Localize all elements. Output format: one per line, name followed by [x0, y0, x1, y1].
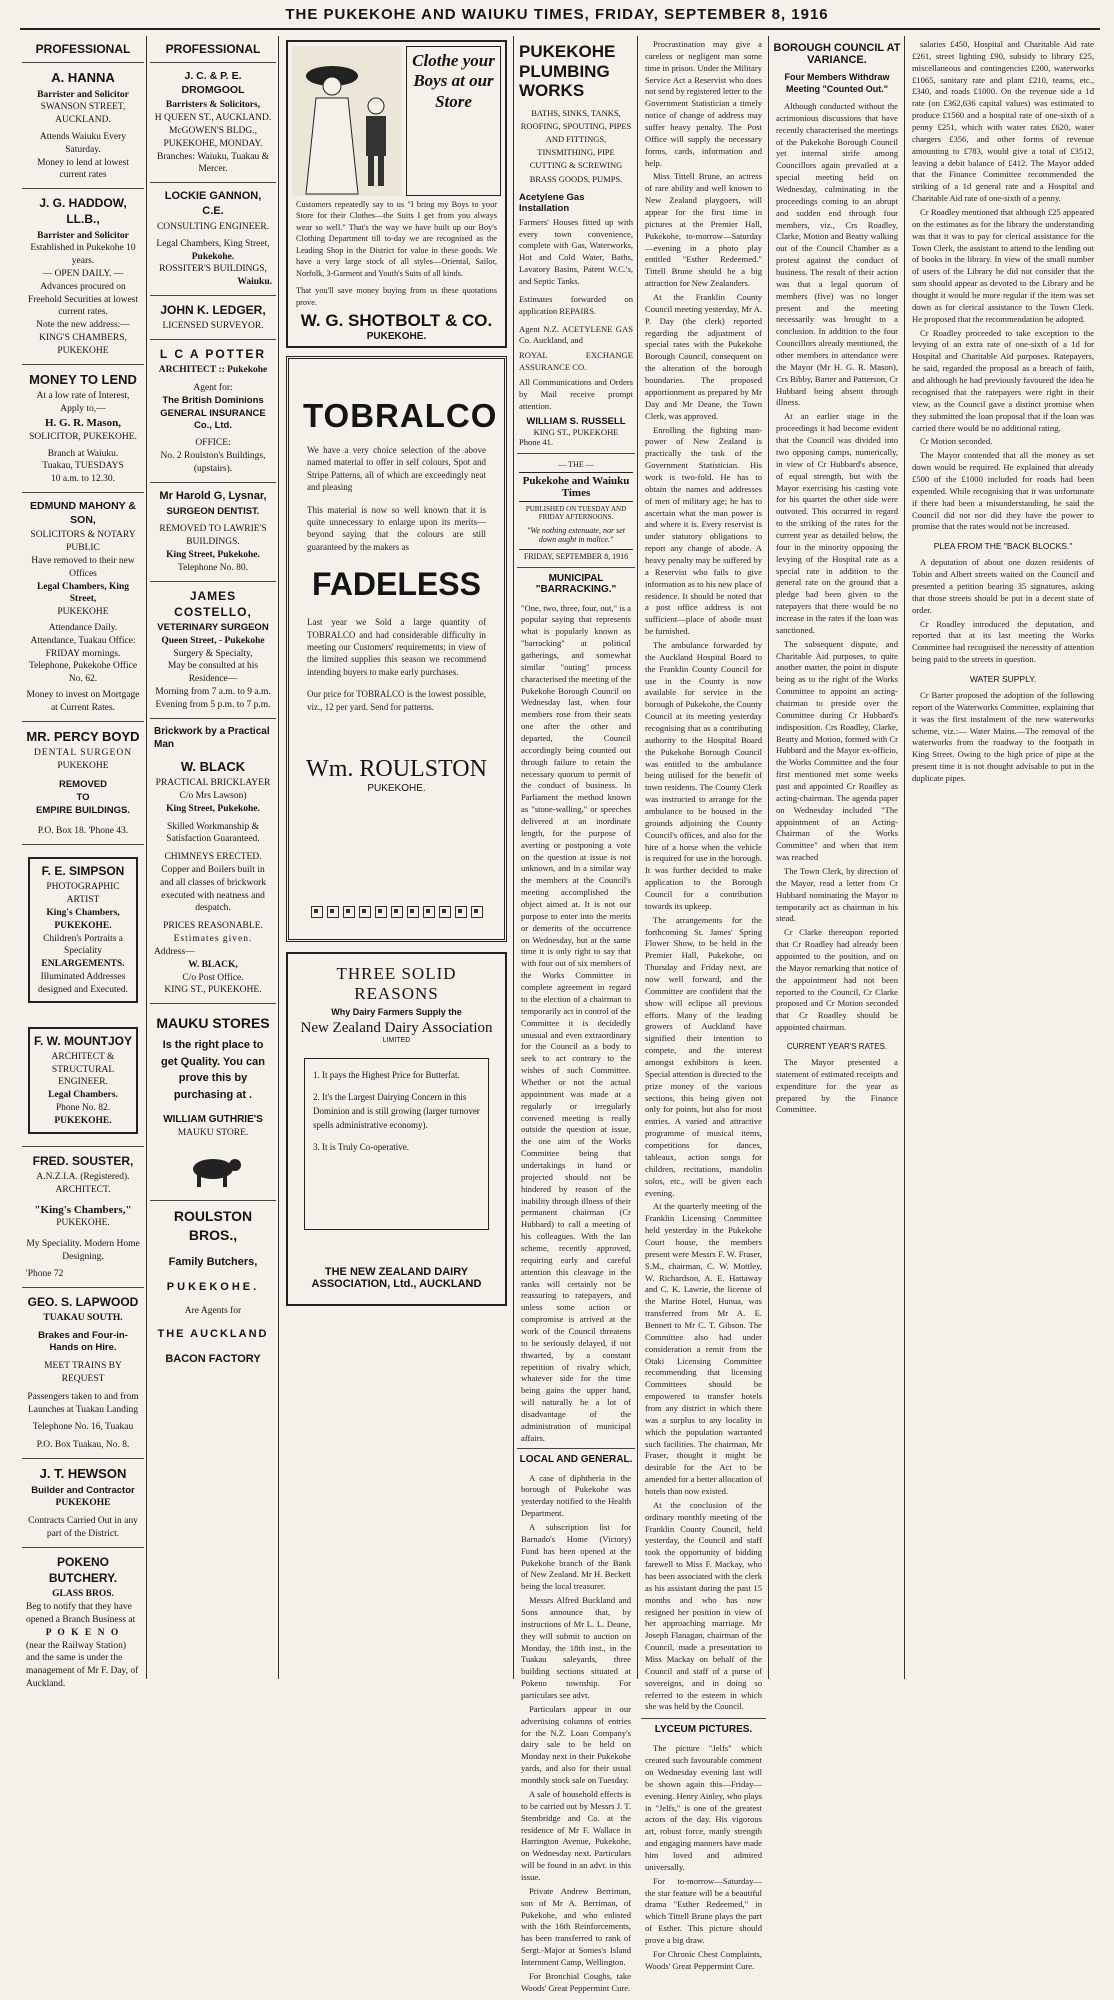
ad-line: Address—: [154, 946, 195, 957]
ad-name: J. T. HEWSON: [39, 1466, 127, 1482]
column-professional-1: [22, 36, 144, 1689]
ad-body: ROYAL EXCHANGE ASSURANCE CO.: [519, 350, 633, 373]
ad-line: H. G. R. Mason,: [44, 416, 122, 429]
ad-name: GEO. S. LAPWOOD: [27, 1294, 139, 1309]
ad-name: F. W. MOUNTJOY: [34, 1033, 133, 1048]
ad-plumbing: [517, 36, 635, 454]
ad-line: TUAKAU SOUTH.: [43, 1312, 123, 1323]
ad-name: FRED. SOUSTER,: [32, 1153, 134, 1168]
article-paragraph: For Bronchial Coughs, take Woods' Great Peppermint Cure.: [521, 1970, 631, 1993]
article-paragraph: At an earlier stage in the proceedings it had become evident that the Council was divided into two opposing camps, numerically, in view of Cr Hubbard's absence, of equal strength, but with the Mayor exercising his casting vote for his quartet the other side were outvoted. This occurred in regard to the striking of the rates for the current year as detailed below, the four in the minority opposing the levying of the Hospital rate as a special rate in addition to the general rate on the ground that a pledge had been given to the ratepayers that there would be no increase in the rates if the loan was sanctioned.: [776, 411, 898, 635]
ad-line: THE AUCKLAND: [157, 1328, 269, 1341]
ad-name: J. C. & P. E. DROMGOOL: [181, 70, 245, 97]
ad-line: No. 2 Roulston's Buildings, (upstairs).: [160, 451, 266, 474]
ad-line: PUKEKOHE: [55, 1498, 111, 1509]
ad-line: ARCHITECT & STRUCTURAL ENGINEER.: [51, 1051, 115, 1088]
article-paragraph: Cr Roadley introduced the deputation, and reported that at its last meeting the Works Committee had recognised the necessity of attention being paid to the streets in question.: [912, 618, 1094, 665]
ad-line: Money to lend at lowest current rates: [37, 157, 129, 181]
ad-body: Farmers' Houses fitted up with every town convenience, complete with Gas, Waterworks, Hot and Cold Water, Baths, Lavatory Basins, Patent W.C.'s, and Septic Tanks.: [519, 216, 633, 286]
ad-name: TOBRALCO: [303, 396, 498, 434]
ad-line: H QUEEN ST., AUCKLAND.: [154, 113, 272, 124]
column-news-2: [641, 36, 766, 1971]
column-divider: [513, 36, 514, 1679]
ad-line: At a low rate of Interest,: [36, 391, 130, 402]
ad-pokeno: [22, 1548, 144, 1697]
ad-hewson: [22, 1459, 144, 1548]
ad-line: Money to invest on Mortgage at Current Rates.: [26, 690, 140, 713]
ad-name: POKENO BUTCHERY.: [48, 1554, 118, 1586]
ad-mountjoy: [22, 1015, 144, 1147]
flag-published: PUBLISHED ON TUESDAY AND FRIDAY AFTERNOONS.: [525, 504, 627, 521]
article-paragraph: A subscription list for Barnado's Home (Victory) Fund has been opened at the Pukekohe branch of the Bank of New Zealand. Mr H. Beckett being the local treasurer.: [521, 1522, 631, 1592]
ad-line: LIMITED: [382, 1036, 411, 1044]
article-title: MUNICIPAL "BARRACKING.": [535, 572, 617, 595]
ad-line: KING ST., PUKEKOHE: [533, 426, 619, 437]
ad-line: Attendance, Tuakau Office: FRIDAY mornings. Telephone, Pukekohe Office No. 62.: [28, 635, 138, 685]
ornament-row: [289, 905, 504, 923]
ad-line: Note the new address:—: [36, 320, 130, 331]
article-subheading: PLEA FROM THE "BACK BLOCKS.": [933, 541, 1073, 552]
article-paragraph: The ambulance forwarded by the Auckland Hospital Board to the Franklin County Council for use in the County is now available for service in the borough of Pukekohe, the County Council at its meeting yesterday recognising that as a contributing authority to the Hospital Board the Pukekohe Borough Council was entitled to the ambulance being utilised for the benefit of town residents. The County Clerk was instructed to arrange for the ambulance to be housed in the grounds adjoining the County Council's offices, and also for the hire of a horse when the vehicle is required for use in the borough. It was further decided to make application to the Borough Council for a contribution towards its upkeep.: [645, 639, 762, 911]
ad-line: OFFICE:: [195, 438, 231, 449]
ornament-icon: [327, 906, 339, 918]
newspaper-flag: [517, 454, 635, 568]
ad-line: Legal Chambers, King Street,: [156, 238, 270, 249]
ad-name: LOCKIE GANNON, C.E.: [164, 190, 262, 218]
ad-line: King Street, Pukekohe.: [166, 549, 260, 560]
ad-line: My Speciality. Modern Home Designing.: [26, 1239, 140, 1262]
ad-box: [28, 1027, 138, 1134]
ad-name: JAMES COSTELLO,: [174, 588, 252, 619]
ad-line: KING'S CHAMBERS, PUKEKOHE: [39, 333, 127, 356]
ad-line: Telephone No. 16, Tuakau: [32, 1422, 134, 1433]
ad-tobralco: [286, 356, 507, 942]
ad-line: SWANSON STREET, AUCKLAND.: [40, 102, 126, 126]
article-paragraph: Messrs Alfred Buckland and Sons announce that, by instructions of Mr L. L. Deane, they will submit to auction on Monday, the 18th inst., in the Tuakau saleyards, three building sections situated at Pokeno township. For particulars see advt.: [521, 1595, 631, 1701]
ad-name: J. G. HADDOW, LL.B.,: [39, 196, 127, 227]
ad-line: CONSULTING ENGINEER.: [156, 221, 270, 232]
ad-line: PUKEKOHE.: [166, 1280, 260, 1293]
flag-motto: "We nothing extenuate, nor set down aught in malice.": [527, 525, 625, 544]
ad-body: Estimates forwarded on application REPAIRS.: [519, 293, 633, 316]
ad-line: C/o Post Office.: [182, 972, 244, 983]
column-divider: [637, 36, 638, 1679]
ad-costello: [150, 582, 276, 719]
ad-line: TO: [76, 791, 90, 803]
ad-lapwood: [22, 1288, 144, 1460]
ad-line: P.O. Box 18. 'Phone 43.: [37, 826, 129, 837]
ad-line: 10 a.m. to 12.30.: [50, 474, 116, 485]
flag-date: FRIDAY, SEPTEMBER 8, 1916: [519, 549, 633, 561]
column-news-3: [772, 36, 902, 1679]
article-paragraph: At the quarterly meeting of the Franklin Licensing Committee held yesterday in the Pukekohe Court house, the members present were Messrs F. W. Fraser, S.M., chairman, C. W. Mottley, W. Richardson, A. E. Hattaway and C. K. Lawrie, the license of the Marine Hotel, Hunua, was transferred from Mr A. E. Bennett to Mr C. T. Gibson. The Committee also had under consideration a remit from the Otaki Licensing Committee recommending that licensing Committees should be empowered to transfer hotels from any district in which there was a surplus to any locality in which the population warranted such facilities. The chairman, Mr Fraser, thought it might be desirable for the Act to be amended for a better allocation of hotels than now existed.: [645, 1201, 762, 1496]
reason-item: 2. It's the Largest Dairying Concern in this Dominion and is still growing (larger turnover spells administrative economy).: [313, 1091, 480, 1130]
masthead: THE PUKEKOHE AND WAIUKU TIMES, FRIDAY, SEPTEMBER 8, 1916: [285, 6, 829, 23]
ad-line: Contracts Carried Out in any part of the District.: [28, 1516, 138, 1540]
article-subtitle: Four Members Withdraw: [784, 72, 890, 82]
ad-line: C/o Mrs Lawson): [179, 790, 247, 801]
ad-simpson: [22, 845, 144, 1015]
flag-name: Pukekohe and Waiuku Times: [519, 472, 633, 502]
ornament-icon: [407, 906, 419, 918]
ad-line: Brakes and Four-in-Hands on Hire.: [38, 1329, 128, 1354]
ornament-icon: [471, 906, 483, 918]
ad-line: DENTAL SURGEON: [33, 748, 133, 759]
ad-line: Advances procured on Freehold Securities at lowest current rates.: [27, 281, 138, 318]
ad-line: PRACTICAL BRICKLAYER: [155, 778, 271, 789]
ad-line: Surgery & Specialty,: [173, 648, 253, 659]
ad-name: New Zealand Dairy Association: [300, 1019, 493, 1036]
ornament-icon: [343, 906, 355, 918]
ad-name: PUKEKOHE PLUMBING WORKS: [519, 42, 616, 101]
ad-line: REMOVED: [58, 778, 108, 790]
ad-line: McGOWEN'S BLDG., PUKEKOHE, MONDAY.: [163, 125, 263, 149]
ad-line: 'Phone 72: [26, 1268, 64, 1279]
article-paragraph: Particulars appear in our advertising columns of entries for the N.Z. Loan Company's dairy sale to be held on Monday next in their Pukekohe yards, and also for their usual monthly stock sale on Tuesday.: [521, 1703, 631, 1786]
ad-line: Skilled Workmanship & Satisfaction Guaranteed.: [166, 821, 260, 845]
article-subtitle: Meeting "Counted Out.": [785, 84, 889, 94]
ad-line: Branches: Waiuku, Tuakau & Mercer.: [157, 151, 269, 175]
ad-line: A.N.Z.I.A. (Registered).: [36, 1171, 130, 1182]
ad-headline: Clothe your Boys at our Store: [406, 46, 501, 196]
ad-roulston-bros: [150, 1201, 276, 1373]
ad-line: Why Dairy Farmers Supply the: [331, 1006, 462, 1017]
ad-line: Attendance Daily.: [48, 623, 118, 634]
ad-line: Builder and Contractor: [31, 1484, 135, 1496]
ad-line: Established in Pukekohe 10 years.: [30, 243, 136, 267]
ad-line: P O K E N O: [45, 1627, 121, 1638]
ad-line: Pukekohe.: [191, 251, 235, 262]
ad-line: Phone 41.: [519, 436, 553, 447]
ad-line: ARCHITECT :: Pukekohe: [158, 365, 268, 376]
ad-line: PUKEKOHE: [57, 607, 109, 618]
ad-percy-boyd: [22, 722, 144, 845]
article-paragraph: A deputation of about one dozen residents of Tobin and Albert streets waited on the Council and presented a petition bearing 35 signatures, asking that those streets should be put in a decent state of order.: [912, 557, 1094, 615]
article-paragraph: Although conducted without the acrimonious discussions that have recently characterised the meetings of the Pukekohe Borough Council yet internal strife among Councillors again prevailed at a special meeting held on Wednesday, culminating in the proceedings coming to an abrupt and sudden end through four members, viz., Crs Roadley, Clarke, Motion and Beatty walking out of the Council Chamber as a protest against the conduct of business. The result of their action was that a legal quorum of members (five) was no longer present and the meeting necessarily was brought to a conclusion. In addition to the four Councillors already mentioned, the other members in attendance were the Mayor (Mr H. G. R. Mason), Crs Bibby, Barter and Patterson, Cr Hubbard being absent through illness.: [776, 101, 898, 408]
ad-body: We have a very choice selection of the above named material to offer in self colours, Spot and Stripe Patterns, all of which are exceedingly neat and pleasing: [307, 444, 486, 493]
section-header: PROFESSIONAL: [150, 36, 276, 63]
article-paragraph: Miss Tittell Brune, an actress of rare ability and well known to New Zealand playgoers, will appear for the first time in pictures at the Premier Hall, Pukekohe, to-morrow—Saturday—evening in a photo play entitled "Esther Redeemed." Tittell Brune should be a big attraction for New Zealanders.: [645, 171, 762, 289]
ad-line: KING ST., PUKEKOHE.: [164, 985, 262, 996]
ad-line: WILLIAM GUTHRIE'S: [163, 1114, 263, 1126]
ad-hanna: [22, 63, 144, 189]
ad-line: Are Agents for: [184, 1305, 242, 1316]
ad-body: Agent N.Z. ACETYLENE GAS Co. Auckland, and: [519, 323, 633, 346]
ad-line: SURGEON DENTIST.: [166, 505, 260, 517]
ad-line: Have removed to their new Offices: [31, 555, 135, 579]
article-paragraph: Cr Roadley proceeded to take exception to the levying of an extra rate of one-sixth of a 1d for Hospital and Charitable Aid purposes. Ratepayers, he said, regarded the proposal as a breach of faith, and although he had previously favoured the idea he recognised that the ratepayers were right in their view, as the Council gave a distinct promise when they submitted the loan proposal that if the loan was carried there would be no additional rating.: [912, 327, 1094, 433]
ad-name: JOHN K. LEDGER,: [160, 302, 266, 317]
ad-name: ROULSTON BROS.,: [173, 1208, 253, 1244]
article-paragraph: The subsequent dispute, and Charitable Aid purposes, to quite another matter, the point in dispute being as to the right of the Works Committee to appoint an acting-chairman to preside over the Committee during Cr Hubbard's indisposition. Crs Roadley, Clarke, Beatty and Motion, formed with Cr Hubbard and the Mayor ex-officio, the Works Committee and the four first mentioned met some weeks past and appointed Cr Roadley as acting-chairman. The agenda paper on Wednesday included "The appointment of an Acting-Chairman of the Works Committee" and when that item was reached: [776, 638, 898, 863]
article-paragraph: At the Franklin County Council meeting yesterday, Mr A. P. Day (the clerk) reported regarding the adjustment of special rates with the Pukekohe Borough Council, consequent on the alteration of the borough boundaries. The proposed apportionment as prepared by Mr Day and Mr Deane, the Town Clerk, was approved.: [645, 292, 762, 421]
ad-name: Mr Harold G, Lysnar,: [159, 489, 267, 502]
ad-name: W. G. SHOTBOLT & CO.: [300, 310, 493, 330]
ad-line: MAUKU STORE.: [177, 1127, 249, 1138]
ad-line: P.O. Box Tuakau, No. 8.: [36, 1440, 130, 1451]
reasons-box: [304, 1058, 489, 1230]
article-paragraph: Cr Roadley mentioned that although £25 appeared on the estimates as for the library the understanding was that it was to pay for clerical assistance for the Town Clerk, the assistant to attend to the lending out of books in the library. In view of the small number of users of the Library he did not consider that the sum should appear as devoted to the Library and he thought it would be more regular if the item was set down as for clerical assistance to the Town Clerk. He proposed that the recommendation be adopted.: [912, 207, 1094, 324]
ad-line: "King's Chambers,": [34, 1203, 132, 1216]
ad-mahony: [22, 493, 144, 722]
ad-body: Our price for TOBRALCO is the lowest possible, viz., 12 per yard. Send for patterns.: [307, 689, 486, 712]
mother-and-boy-illustration: [292, 46, 402, 196]
ad-line: LICENSED SURVEYOR.: [162, 321, 264, 332]
ad-line: REMOVED TO LAWRIE'S BUILDINGS.: [159, 524, 267, 548]
article-paragraph: Procrastination may give a careless or negligent man some time in prison. Under the Military Service Act a Reservist who does not send by registered letter to the Government Statistician a timely notice of change of address may suffer heavy penalty. The Post Office will supply the necessary forms, cards, information and help.: [645, 39, 762, 168]
ad-line: EMPIRE BUILDINGS.: [36, 804, 130, 816]
ad-line: The British Dominions GENERAL INSURANCE Co., Ltd.: [160, 394, 266, 432]
ad-line: Phone No. 82.: [55, 1103, 111, 1114]
ad-body: Last year we Sold a large quantity of TOBRALCO and had considerable difficulty in meeting our Customers' requirements; in view of the limited supplies this season we recommend intending buyers to make early purchases.: [307, 617, 486, 677]
ornament-icon: [391, 906, 403, 918]
ornament-icon: [375, 906, 387, 918]
flag-the: — THE —: [558, 459, 594, 469]
column-news-4: [908, 36, 1098, 1679]
section-header: PROFESSIONAL: [22, 36, 144, 63]
ad-line: Branch at Waiuku.: [47, 448, 119, 459]
ad-souster: [22, 1147, 144, 1288]
ad-line: (near the Railway Station) and the same is under the management of Mr F. Day, of Auckland.: [26, 1640, 139, 1689]
article-paragraph: A case of diphtheria in the borough of Pukekohe was yesterday notified to the Health Department.: [521, 1472, 631, 1519]
ad-body: Customers repeatedly say to us "I bring my Boys to your Store for their Clothes—the Suits I get from you always wear so well." That's the way we have built up our Boy's Clothing Department till to-day we are recognised as the Leading Shop in the District for value in these goods. We have a very large stock of all styles—Oriental, Sailor, Norfolk, 3-Garment and Youth's Suits of all kinds.: [296, 200, 497, 278]
article-subheading: CURRENT YEAR'S RATES.: [786, 1042, 888, 1052]
ad-line: May be consulted at his Residence—: [167, 661, 259, 685]
article-barracking: [517, 568, 635, 1448]
ad-line: PUKEKOHE.: [367, 783, 426, 795]
ad-line: ROSSITER'S BUILDINGS,: [159, 264, 267, 275]
ad-line: MEET TRAINS BY REQUEST: [44, 1361, 122, 1385]
ad-dromgool: [150, 63, 276, 183]
article-title: BOROUGH COUNCIL AT VARIANCE.: [773, 42, 901, 66]
ad-line: Apply to,—: [60, 404, 106, 415]
article-paragraph: A sale of household effects is to be carried out by Messrs J. T. Stembridge and Co. at the residence of Mr F. Wallace in Harrington Avenue, Pukekohe, on Wednesday next. Particulars will be found in an advt. in this issue.: [521, 1788, 631, 1882]
ad-line: Estimates given.: [173, 934, 253, 945]
ad-line: PUKEKOHE: [57, 761, 109, 772]
ad-line: ENLARGEMENTS.: [41, 959, 125, 970]
ad-line: Illuminated Addresses designed and Executed.: [38, 972, 128, 995]
ad-haddow: [22, 189, 144, 365]
ornament-icon: [311, 906, 323, 918]
ad-line: Attends Waiuku Every Saturday.: [39, 131, 127, 155]
ad-line: Passengers taken to and from Launches at Tuakau Landing: [27, 1391, 139, 1415]
ad-line: PHOTOGRAPHIC ARTIST: [46, 882, 120, 906]
ad-line: GLASS BROS.: [52, 1589, 114, 1600]
ad-name: Brickwork by a Practical Man: [154, 725, 270, 751]
ad-line: — OPEN DAILY. —: [42, 269, 124, 280]
ad-ledger: [150, 296, 276, 340]
ad-line: King's Chambers,: [46, 907, 120, 918]
ad-line: ARCHITECT.: [55, 1184, 111, 1195]
ad-name: FADELESS: [312, 566, 481, 603]
ad-line: King Street, Pukekohe.: [166, 803, 260, 814]
ad-body: This material is now so well known that it is quite unnecessary to enlarge upon its merits—beyond saying that the colours are still guaranteed by the makers as: [307, 504, 486, 552]
ad-name: W. BLACK: [180, 758, 246, 774]
ornament-icon: [423, 906, 435, 918]
column-divider: [768, 36, 769, 1679]
article-paragraph: Enrolling the fighting man-power of New Zealand is practically the task of the Government Statistician. His work is two-fold. He has to obtain the names and addresses of men of military age; he has to ascertain what the man power is and where it is. Every reservist is under statutory obligations to report any change of abode. A heavy penalty may be suffered by a Reservist who fails to give information as to his new place of residence. It should be noted that a post office address is not sufficient—place of abode must be furnished.: [645, 424, 762, 637]
article-title: LOCAL AND GENERAL.: [519, 1453, 633, 1465]
article-paragraph: The Mayor presented a statement of estimated receipts and expenditure for the year as prepared by the Finance Committee.: [776, 1057, 898, 1115]
ad-line: Queen Street, - Pukekohe: [161, 635, 265, 646]
ad-name: MR. PERCY BOYD: [26, 728, 140, 744]
ad-line: Barrister and Solicitor: [37, 89, 129, 100]
ad-shotbolt: [286, 40, 507, 348]
ad-line: Is the right place to get Quality. You can prove this by purchasing at .: [161, 1039, 265, 1101]
ad-line: PUKEKOHE.: [56, 1218, 110, 1229]
ad-line: Agent for:: [193, 382, 233, 393]
article-paragraph: The arrangements for the forthcoming St. James' Spring Flower Show, to be held in the Premier Hall, Pukekohe, on Thursday and Friday next, are now well forward, and the Committee are confident that the show will eclipse all previous efforts. Many of the leading growers of Auckland have signified their intention to compete, and the interest amongst exhibitors is keen. Special attention is directed to the prize money of the various sections, this being given not only for points, but also for most entries. A varied and attractive programme of musical items, competitions for dances, tableaux, action songs for children, recitations, mandolin solos, etc., will be given each evening.: [645, 914, 762, 1198]
reason-item: 3. It is Truly Co-operative.: [313, 1141, 409, 1152]
ad-line: Acetylene Gas Installation: [519, 191, 585, 214]
column-professional-2: [150, 36, 276, 1679]
article-paragraph: For Chronic Chest Complaints, Woods' Great Peppermint Cure.: [645, 1948, 762, 1971]
ad-footer: THE NEW ZEALAND DAIRY ASSOCIATION, Ltd., AUCKLAND: [311, 1265, 482, 1290]
ornament-icon: [439, 906, 451, 918]
ad-body: All Communications and Orders by Mail receive prompt attention.: [519, 376, 633, 411]
ad-name: L C A POTTER: [159, 346, 267, 361]
ad-line: Barrister and Solicitor: [37, 230, 129, 241]
ad-name: EDMUND MAHONY & SON,: [30, 500, 136, 527]
ad-body: BATHS, SINKS, TANKS, ROOFING, SPOUTING, PIPES AND FITTINGS, TINSMITHING, PIPE CUTTING & SCREWING BRASS GOODS, PUMPS.: [520, 107, 632, 184]
ad-name: Wm. ROULSTON: [306, 756, 487, 783]
article-paragraph: For to-morrow—Saturday—the star feature will be a beautiful drama "Esther Redeemed," in which Tittell Brune plays the part of Esther. This picture should prove a big draw.: [645, 1875, 762, 1946]
bull-icon: [183, 1149, 243, 1189]
article-paragraph: At the conclusion of the ordinary monthly meeting of the Franklin County Council, held yesterday, the Council and staff took the opportunity of bidding farewell to Miss F. Mackay, who has been associated with the clerk as his assistant during the past 15 months and who has now resigned her position in view of her approaching marriage. Mr Joseph Flanagan, chairman of the Council, made a presentation to Miss Mackay on behalf of the Council and staff of a purse of sovereigns, and in doing so referred to the esteem in which she was held by the Council.: [645, 1499, 762, 1712]
ad-money-to-lend: [22, 365, 144, 493]
article-paragraph: Cr Barter proposed the adoption of the following report of the Waterworks Committee, explaining that it was the first instalment of the new waterworks scheme, viz.:— Water Mains.—The removal of the waterworks from the roadway to the footpath in King Street. Owing to the high price of pipe at the present time it is not thought advisable to put in the duplicate pipes.: [912, 689, 1094, 783]
column-divider: [904, 36, 905, 1679]
ad-line: Children's Portraits a Speciality: [43, 933, 123, 957]
article-local-general: [517, 1448, 635, 2000]
ad-line: Telephone No. 80.: [177, 562, 249, 573]
ad-name: A. HANNA: [51, 70, 115, 85]
ad-line: CHIMNEYS ERECTED.: [164, 852, 262, 863]
ad-name: THREE SOLID REASONS: [336, 963, 457, 1003]
ad-brickwork: [150, 719, 276, 1005]
ad-line: BACON FACTORY: [165, 1353, 261, 1366]
ad-line: PRICES REASONABLE.: [163, 921, 263, 932]
ornament-icon: [359, 906, 371, 918]
ad-box: [28, 857, 138, 1003]
top-rule: [20, 28, 1100, 30]
ad-line: Legal Chambers, King Street,: [36, 581, 130, 605]
ad-mauku-stores: [150, 1004, 276, 1201]
ad-line: Barristers & Solicitors,: [165, 100, 261, 111]
ad-gannon: [150, 183, 276, 296]
ad-name: MAUKU STORES: [156, 1015, 270, 1032]
ad-line: PUKEKOHE.: [54, 920, 112, 931]
ad-line: W. BLACK,: [188, 959, 238, 970]
ad-line: Beg to notify that they have opened a Branch Business at: [26, 1602, 136, 1625]
article-title: LYCEUM PICTURES.: [641, 1718, 766, 1740]
ad-line: Copper and Boilers built in and all classes of brickwork executed with neatness and despatch.: [159, 865, 267, 914]
column-advertisements: [282, 36, 511, 1679]
ad-line: PUKEKOHE.: [366, 330, 427, 342]
ad-line: VETERINARY SURGEON: [157, 621, 269, 633]
column-news-1: [517, 36, 635, 1993]
ornament-icon: [455, 906, 467, 918]
article-paragraph: Cr Motion seconded.: [920, 436, 993, 447]
ad-line: Legal Chambers.: [48, 1090, 118, 1101]
article-paragraph: salaries £450, Hospital and Charitable Aid rate £261, street lighting £90, subsidy to library £25, miscellaneous and contingencies £200, waterworks £1065, sanitary rate and plant £210, teams, etc., £340, and roads £1000. On the revenue side a 1d rate (on £362,636 capital values) was estimated to produce £1560 and a hospital rate of one-sixth of a penny £251, which with water rates £620, water chargers £356, and other forms of revenue amounting to £783, would give a total of £3512, leaving a debit balance of £412. The Mayor added that the Finance Committee recommended the striking of a 1d general rate and a Hospital and Charitable Aid rate of one-sixth of a penny.: [912, 39, 1094, 204]
ad-line: Family Butchers,: [168, 1255, 258, 1268]
ad-line: SOLICITOR, PUKEKOHE.: [29, 431, 137, 442]
ad-name: MONEY TO LEND: [29, 371, 137, 387]
reason-item: 1. It pays the Highest Price for Butterfat.: [313, 1069, 460, 1080]
article-paragraph: Cr Clarke thereupon reported that Cr Roadley had already been appointed to the position, and on the Mayor remarking that notice of the appointment had not been reported to the Council, Cr Clarke proposed and Cr Motion seconded that Cr Roadley should be appointed chairman.: [776, 927, 898, 1033]
article-body: "One, two, three, four, out," is a popular saying that represents what is popularly known as "barracking" at political gatherings, and somewhat similar "outing" process characterised the meeting of the Pukekohe Borough Council on Wednesday last, when four members rose from their seats one after the other and departed, the Council accordingly being counted out through failure to retain the necessary quorum to permit of the conduct of business. In Parliament the method known as "stone-walling," or speeches delivered at an inordinate length, for the purpose of averting or postponing a vote on the question at issue is not unknown, and in a similar way the members at the Council's meeting accomplished the object aimed at. It is not our purpose to enter into the merits or demerits of the occurrence on Wednesday, but at the same time it is only right to say that with four out of six members of the Works Committee in complete agreement in regard to the election of a chairman to temporarily act in control of the Committee it is decidedly unusual and even extraordinary for the Council as a body to seek to act contrary to the wishes of such Committee. Whether or not the actual appointment was made at a regularly or irregularly convened meeting is really outside the question at issue, the one aim of the Works Committee being that undertakings in hand or projected should not be hindered by reason of the inability through illness of their permanent chairman (Cr Hubbard) to call a meeting of his colleagues. With the Ian scheme, recently approved, requiring early and careful attention this cleavage in the ranks will certainly not be reassuring to ratepayers, and unless some action or compromise is arrived at the work of the Council threatens to be seriously delayed, if not thwarted, by a constant repetition of rivalry which, whatever side for the time being gains the upper hand, will naturally be a lot of disadvantage of the administration of municipal affairs.: [521, 602, 631, 1443]
ad-dairy-association: [286, 952, 507, 1306]
ad-name: F. E. SIMPSON: [41, 864, 125, 879]
ad-potter: [150, 340, 276, 483]
column-divider: [278, 36, 279, 1679]
column-divider: [146, 36, 147, 1679]
ad-line: SOLICITORS & NOTARY PUBLIC: [30, 530, 136, 554]
ad-lysnar: [150, 483, 276, 582]
article-paragraph: The Mayor contended that all the money as set down would be required. He explained that already £500 of the £1000 included for roads had been expended. While recognising that it was unfortunate if there had been a misunderstanding, he said the Council did not nor did they have the power to promise that the rates would not be increased.: [912, 450, 1094, 532]
ad-line: Waiuku.: [237, 277, 272, 288]
ad-name: WILLIAM S. RUSSELL: [526, 415, 626, 427]
ad-line: Morning from 7 a.m. to 9 a.m.: [155, 687, 271, 697]
ad-line: PUKEKOHE.: [54, 1115, 112, 1126]
ad-body: That you'll save money buying from us these quotations prove.: [296, 286, 497, 307]
article-paragraph: The Town Clerk, by direction of the Mayor, read a letter from Cr Hubbard nominating the Mayor to temporarily act as chairman in his stead.: [776, 866, 898, 924]
article-subheading: WATER SUPPLY.: [969, 673, 1037, 684]
ad-line: Tuakau, TUESDAYS: [42, 461, 124, 472]
article-paragraph: Private Andrew Berriman, son of Mr A. Berriman, of Pukekohe, and who enlisted with the 16th Reinforcements, has been transferred to rank of Sergt.-Major at Somes's Island Internment Camp, Wellington.: [521, 1885, 631, 1967]
ad-line: Evening from 5 p.m. to 7 p.m.: [155, 699, 271, 710]
article-paragraph: The picture "Jelfs" which created such favourable comment on Wednesday evening last will be shown again this—Friday—evening. Henry Ainley, who plays in "Jelfs," is one of the greatest actors of the day. His vigorous art, robust force, manly strength and engaging manners have made him loved and admired universally.: [645, 1743, 762, 1872]
